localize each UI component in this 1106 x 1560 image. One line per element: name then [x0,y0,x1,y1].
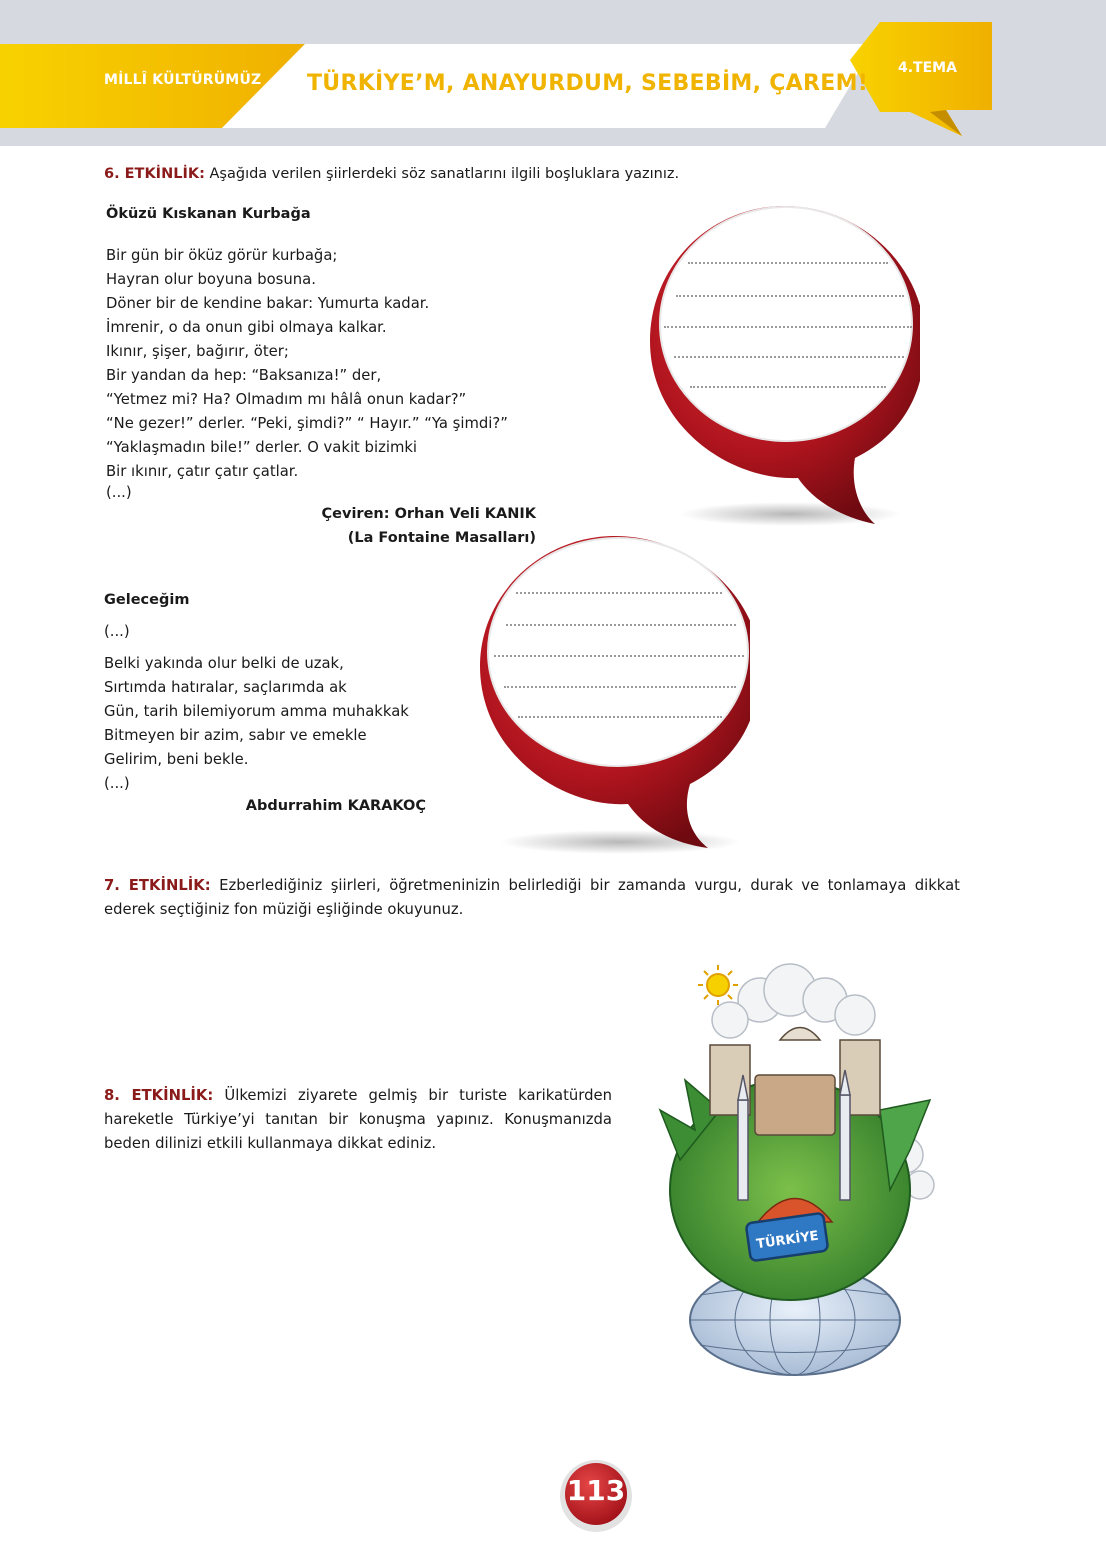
poem-2-title: Geleceğim [104,592,190,608]
activity-8-label: 8. ETKİNLİK: [104,1087,214,1104]
poem-line: Gün, tarih bilemiyorum amma muhakkak [104,703,409,720]
poem-line: Hayran olur boyuna bosuna. [106,271,316,288]
answer-line[interactable] [674,356,904,358]
poem-line: İmrenir, o da onun gibi olmaya kalkar. [106,319,387,336]
activity-7-instruction: Ezberlediğiniz şiirleri, öğretmeninizin belirlediği bir zamanda vurgu, durak ve tonlamaya dikkat ederek seçtiğiniz fon müziği eşliğinde okuyunuz. [104,877,960,918]
answer-line[interactable] [690,386,886,388]
poem-1-translator: Çeviren: Orhan Veli KANIK [321,506,536,522]
poem-line: Gelirim, beni bekle. [104,751,249,768]
answer-line[interactable] [518,716,722,718]
turkey-cartoon [640,960,950,1400]
page-title: TÜRKİYE’M, ANAYURDUM, SEBEBİM, ÇAREM! [307,71,869,96]
poem-2-author: Abdurrahim KARAKOÇ [245,798,426,814]
poem-line: (...) [106,484,132,501]
poem-1-body [106,244,666,502]
answer-bubble-1 [640,196,920,536]
turkiye-sign-text: TÜRKİYE [755,1228,820,1253]
poem-1-source: (La Fontaine Masalları) [347,530,536,546]
poem-line: Belki yakında olur belki de uzak, [104,655,344,672]
answer-line[interactable] [506,624,736,626]
activity-6-label: 6. ETKİNLİK: [104,166,205,182]
section-name: MİLLÎ KÜLTÜRÜMÜZ [104,72,262,88]
poem-line: “Yaklaşmadın bile!” derler. O vakit bizimki [106,439,418,456]
poem-line: (...) [104,623,130,640]
poem-line: “Ne gezer!” derler. “Peki, şimdi?” “ Hayır.” “Ya şimdi?” [106,415,508,432]
activity-7-label: 7. ETKİNLİK: [104,877,211,894]
poem-line: (...) [104,775,130,792]
poem-line: Bir gün bir öküz görür kurbağa; [106,247,338,264]
activity-6-heading [104,166,954,182]
activity-7 [104,874,960,922]
answer-line[interactable] [516,592,722,594]
sun-icon [698,965,738,1005]
poem-2-body [104,620,484,796]
theme-label: 4.TEMA [898,60,957,76]
poem-1-title: Öküzü Kıskanan Kurbağa [106,206,311,222]
activity-6-instruction: Aşağıda verilen şiirlerdeki söz sanatlarını ilgili boşluklara yazınız. [209,166,680,182]
poem-line: Döner bir de kendine bakar: Yumurta kadar. [106,295,430,312]
activity-8 [104,1084,612,1156]
poem-line: Ikınır, şişer, bağırır, öter; [106,343,289,360]
answer-line[interactable] [676,295,904,297]
activity-8-instruction: Ülkemizi ziyarete gelmiş bir turiste karikatürden hareketle Türkiye’yi tanıtan bir konuşma yapınız. Konuşmanızda beden dilinizi etkili kullanmaya dikkat ediniz. [104,1087,612,1152]
poem-line: “Yetmez mi? Ha? Olmadım mı hâlâ onun kadar?” [106,391,467,408]
poem-line: Bitmeyen bir azim, sabır ve emekle [104,727,367,744]
answer-line[interactable] [494,655,744,657]
page-number: 113 [566,1474,626,1507]
answer-line[interactable] [664,326,912,328]
poem-line: Bir ıkınır, çatır çatır çatlar. [106,463,299,480]
answer-line[interactable] [504,686,736,688]
poem-line: Bir yandan da hep: “Baksanıza!” der, [106,367,382,384]
answer-line[interactable] [688,262,888,264]
answer-bubble-2 [470,526,750,856]
poem-line: Sırtımda hatıralar, saçlarımda ak [104,679,347,696]
